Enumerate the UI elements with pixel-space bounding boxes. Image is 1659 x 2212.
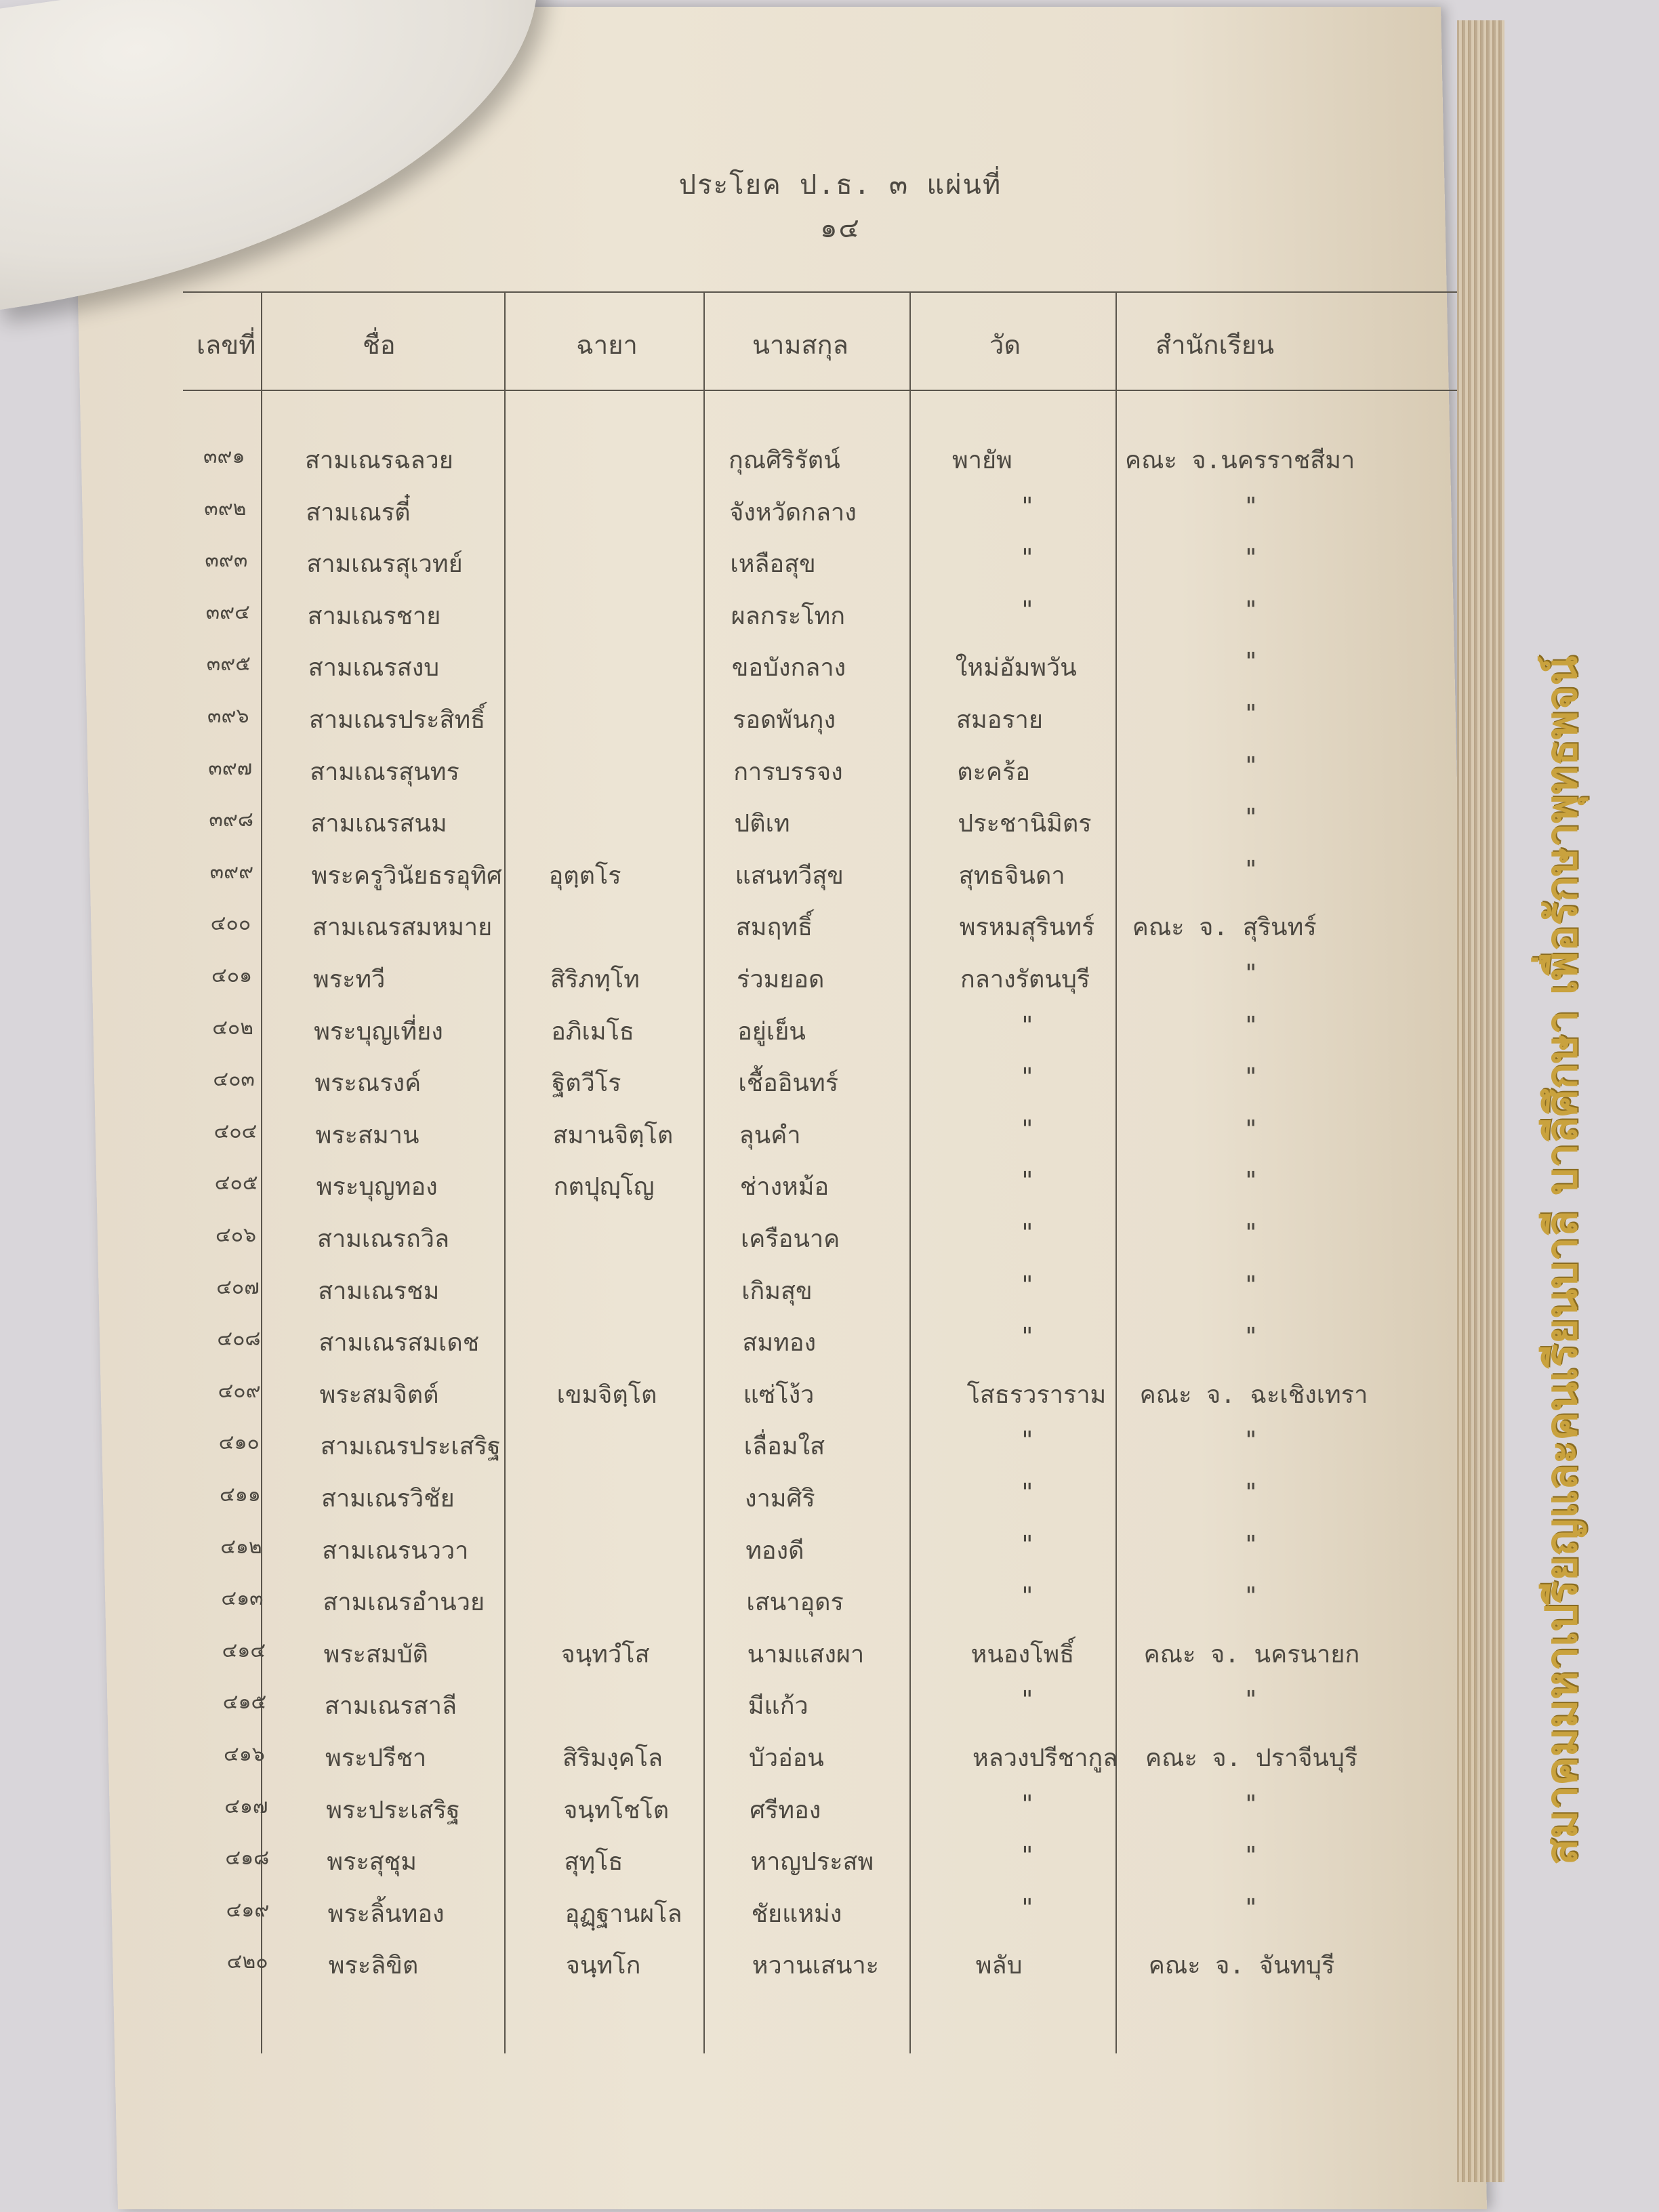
column-divider xyxy=(703,291,705,2053)
cell-number: ๔๑๑ xyxy=(220,1483,261,1507)
cell-name: พระลิ้นทอง xyxy=(327,1900,445,1928)
cell-school: " xyxy=(1244,1271,1258,1299)
cell-name: พระสมจิตต์ xyxy=(319,1380,439,1409)
cell-monastic-name: อุฏฺฐานผโล xyxy=(565,1900,682,1928)
cell-number: ๔๑๓ xyxy=(221,1586,264,1611)
cell-school: คณะ จ.นครราชสีมา xyxy=(1125,447,1355,474)
cell-school: " xyxy=(1244,700,1258,728)
cell-temple: " xyxy=(1020,1271,1035,1299)
table-header-rule xyxy=(183,390,1457,391)
cell-monastic-name: กตปุญฺโญ xyxy=(553,1173,655,1202)
cell-surname: งามศิริ xyxy=(745,1485,815,1513)
cell-surname: การบรรจง xyxy=(733,758,843,786)
cell-surname: ชัยแหม่ง xyxy=(751,1900,842,1928)
cell-monastic-name: สิริมงฺคโล xyxy=(562,1744,663,1772)
cell-number: ๓๙๔ xyxy=(205,600,250,624)
cell-name: พระสุชุม xyxy=(327,1848,417,1877)
column-divider xyxy=(909,291,911,2053)
cell-temple: หนองโพธิ์ xyxy=(970,1640,1075,1668)
cell-monastic-name: สมานจิตฺโต xyxy=(552,1121,674,1149)
cell-temple: " xyxy=(1020,1842,1035,1870)
cell-monastic-name: จนฺทวํโส xyxy=(560,1640,650,1668)
cell-temple: " xyxy=(1020,1323,1035,1351)
column-header-number: เลขที่ xyxy=(197,330,256,360)
cell-number: ๔๑๗ xyxy=(224,1794,268,1818)
cell-number: ๔๐๒ xyxy=(212,1015,253,1040)
cell-name: สามเณรสนม xyxy=(310,810,447,838)
cell-school: " xyxy=(1244,492,1258,520)
cell-monastic-name: อภิเมโธ xyxy=(551,1017,634,1046)
cell-number: ๔๑๘ xyxy=(225,1846,270,1870)
cell-name: พระปรีชา xyxy=(325,1744,427,1772)
cell-school: คณะ จ. ฉะเชิงเทรา xyxy=(1139,1380,1368,1409)
cell-number: ๔๒๐ xyxy=(226,1950,268,1974)
cell-number: ๔๐๔ xyxy=(213,1119,258,1143)
cell-number: ๔๐๓ xyxy=(213,1067,255,1092)
cell-number: ๔๐๗ xyxy=(216,1275,260,1299)
cell-temple: ประชานิมิตร xyxy=(958,810,1092,838)
cell-temple: " xyxy=(1020,1582,1035,1611)
cell-temple: " xyxy=(1020,1115,1035,1143)
cell-temple: " xyxy=(1020,1790,1035,1818)
cell-name: สามเณรวิชัย xyxy=(321,1485,455,1513)
cell-surname: ช่างหม้อ xyxy=(739,1173,830,1202)
cell-temple: " xyxy=(1020,1530,1035,1559)
cell-temple: กลางรัตนบุรี xyxy=(960,966,1090,994)
cell-surname: เกิมสุข xyxy=(741,1277,813,1305)
cell-temple: " xyxy=(1020,492,1035,520)
cell-surname: หวานเสนาะ xyxy=(752,1952,880,1980)
cell-name: สามเณรประสิทธิ์ xyxy=(309,706,486,734)
cell-name: พระณรงค์ xyxy=(314,1069,422,1098)
cell-name: สามเณรประเสริฐ xyxy=(320,1433,501,1461)
cell-school: " xyxy=(1244,1063,1258,1092)
page-stack-edge xyxy=(1457,20,1504,2182)
cell-number: ๔๑๕ xyxy=(222,1690,267,1715)
cell-school: คณะ จ. จันทบุรี xyxy=(1148,1952,1335,1980)
cell-school: คณะ จ. นครนายก xyxy=(1143,1640,1360,1668)
cell-number: ๔๑๒ xyxy=(220,1534,262,1559)
cell-surname: บัวอ่อน xyxy=(749,1744,824,1772)
cell-name: สามเณรสมหมาย xyxy=(312,914,493,942)
cell-temple: " xyxy=(1020,1427,1035,1455)
cell-school: " xyxy=(1244,1427,1258,1455)
cell-monastic-name: สุทฺโธ xyxy=(564,1848,623,1877)
cell-number: ๔๑๐ xyxy=(218,1431,260,1455)
cell-name: สามเณรสุเวทย์ xyxy=(306,550,463,579)
cell-surname: เลื่อมใส xyxy=(743,1433,825,1461)
cell-surname: ร่วมยอด xyxy=(737,966,825,994)
cell-temple: สมอราย xyxy=(956,706,1043,734)
column-divider xyxy=(504,291,506,2053)
cell-temple: ตะคร้อ xyxy=(957,758,1030,786)
cell-name: พระสมาน xyxy=(315,1121,419,1149)
cell-temple: " xyxy=(1020,1011,1035,1040)
cell-surname: แสนทวีสุข xyxy=(735,861,844,890)
cell-school: " xyxy=(1244,1115,1258,1143)
cell-surname: ศรีทอง xyxy=(750,1796,821,1824)
cell-temple: พายัพ xyxy=(952,447,1012,474)
cell-temple: " xyxy=(1020,1167,1035,1195)
cell-monastic-name: สิริภทฺโท xyxy=(550,966,640,994)
column-header-monastic-name: ฉายา xyxy=(576,330,638,360)
cell-school: " xyxy=(1244,1530,1258,1559)
cell-temple: " xyxy=(1020,1479,1035,1507)
cell-surname: จังหวัดกลาง xyxy=(729,498,857,527)
cell-school: " xyxy=(1244,648,1258,676)
cell-school: " xyxy=(1244,1011,1258,1040)
cell-school: " xyxy=(1244,1219,1258,1247)
cell-school: " xyxy=(1244,1167,1258,1195)
table-top-rule xyxy=(183,291,1457,293)
cell-number: ๔๐๕ xyxy=(214,1171,258,1195)
cell-surname: รอดพันกุง xyxy=(733,706,836,734)
cell-temple: " xyxy=(1020,596,1035,624)
cell-number: ๔๑๔ xyxy=(222,1638,266,1662)
cell-surname: เครือนาค xyxy=(741,1225,840,1253)
cell-school: " xyxy=(1244,804,1258,832)
cell-monastic-name: จนฺทโก xyxy=(565,1952,641,1980)
cell-number: ๔๐๖ xyxy=(216,1223,257,1247)
cell-name: พระบุญเที่ยง xyxy=(314,1017,443,1046)
cell-surname: ปติเท xyxy=(734,810,790,838)
watermark-text: สมาคมมหาเปรียญและคนเรียนบาลี บาลีศึกษา เพื่อรักษาพุทธพจน์ xyxy=(1537,655,1587,1866)
cell-number: ๔๑๖ xyxy=(224,1742,265,1766)
cell-name: สามเณรสมเดช xyxy=(319,1329,480,1357)
cell-name: สามเณรสงบ xyxy=(308,654,440,682)
cell-surname: ทองดี xyxy=(745,1536,804,1565)
cell-name: สามเณรฉลวย xyxy=(305,447,453,474)
cell-number: ๓๙๗ xyxy=(208,756,253,780)
page-title: ประโยค ป.ธ. ๓ แผ่นที่ ๑๔ xyxy=(678,169,1002,244)
cell-number: ๔๐๐ xyxy=(210,912,251,936)
cell-surname: สมทอง xyxy=(742,1329,817,1357)
cell-school: คณะ จ. ปราจีนบุรี xyxy=(1145,1744,1358,1772)
cell-name: พระลิขิต xyxy=(328,1952,419,1980)
cell-surname: นามแสงผา xyxy=(747,1640,865,1668)
column-divider xyxy=(261,291,262,2053)
cell-name: สามเณรสุนทร xyxy=(310,758,459,786)
cell-surname: ขอบังกลาง xyxy=(731,654,846,682)
cell-school: " xyxy=(1244,855,1258,884)
cell-surname: เชื้ออินทร์ xyxy=(738,1069,839,1098)
cell-surname: สมฤทธิ์ xyxy=(735,914,813,942)
cell-monastic-name: ฐิตวีโร xyxy=(552,1069,621,1098)
cell-school: " xyxy=(1244,1582,1258,1611)
cell-monastic-name: เขมจิตฺโต xyxy=(556,1380,657,1409)
cell-name: พระครูวินัยธรอุทิศ xyxy=(311,861,502,890)
cell-surname: แซ่โง้ว xyxy=(743,1380,815,1409)
column-header-temple: วัด xyxy=(989,330,1021,360)
cell-school: " xyxy=(1244,1686,1258,1715)
cell-surname: เหลือสุข xyxy=(730,550,816,579)
cell-surname: มีแก้ว xyxy=(747,1692,808,1721)
cell-surname: เสนาอุดร xyxy=(746,1589,844,1617)
cell-name: พระบุญทอง xyxy=(316,1173,438,1202)
cell-number: ๓๙๙ xyxy=(209,859,254,884)
cell-monastic-name: จนฺทโชโต xyxy=(563,1796,670,1824)
cell-temple: สุทธจินดา xyxy=(958,861,1065,890)
cell-school: คณะ จ. สุรินทร์ xyxy=(1132,914,1317,942)
cell-school: " xyxy=(1244,1893,1258,1922)
cell-name: พระสมบัติ xyxy=(323,1640,428,1668)
cell-name: สามเณรนววา xyxy=(322,1536,469,1565)
cell-temple: " xyxy=(1020,1063,1035,1092)
cell-monastic-name: อุตฺตโร xyxy=(548,861,621,890)
column-header-name: ชื่อ xyxy=(363,330,396,360)
cell-surname: หาญประสพ xyxy=(750,1848,874,1877)
column-header-school: สำนักเรียน xyxy=(1155,330,1275,360)
cell-temple: " xyxy=(1020,544,1035,573)
cell-temple: " xyxy=(1020,1219,1035,1247)
cell-number: ๓๙๖ xyxy=(207,704,249,728)
cell-surname: กุณศิริรัตน์ xyxy=(729,447,840,474)
cell-number: ๔๐๑ xyxy=(211,964,253,987)
cell-school: " xyxy=(1244,1323,1258,1351)
cell-temple: " xyxy=(1020,1893,1035,1922)
column-header-surname: นามสกุล xyxy=(752,330,848,360)
cell-name: สามเณรชม xyxy=(318,1277,440,1305)
cell-number: ๔๐๘ xyxy=(217,1327,261,1351)
column-divider xyxy=(1115,291,1117,2053)
cell-name: พระทวี xyxy=(313,966,386,994)
cell-temple: โสธรวราราม xyxy=(966,1380,1107,1409)
cell-school: " xyxy=(1244,1790,1258,1818)
cell-surname: ลุนคำ xyxy=(739,1121,801,1149)
cell-name: สามเณรอำนวย xyxy=(323,1589,485,1617)
cell-number: ๓๙๘ xyxy=(209,808,254,832)
cell-number: ๓๙๒ xyxy=(204,496,247,520)
cell-school: " xyxy=(1244,752,1258,780)
cell-school: " xyxy=(1244,544,1258,573)
cell-temple: " xyxy=(1020,1686,1035,1715)
cell-school: " xyxy=(1244,1479,1258,1507)
cell-number: ๔๑๙ xyxy=(226,1898,270,1922)
cell-school: " xyxy=(1244,960,1258,987)
cell-temple: พลับ xyxy=(975,1952,1023,1980)
cell-school: " xyxy=(1244,596,1258,624)
cell-surname: อยู่เย็น xyxy=(737,1017,806,1046)
cell-number: ๓๙๑ xyxy=(203,445,245,468)
cell-name: สามเณรตี๋ xyxy=(306,498,411,527)
cell-temple: ใหม่อัมพวัน xyxy=(955,654,1077,682)
cell-number: ๔๐๙ xyxy=(218,1378,261,1403)
cell-school: " xyxy=(1244,1842,1258,1870)
cell-surname: ผลกระโทก xyxy=(731,602,846,630)
cell-number: ๓๙๕ xyxy=(206,652,251,676)
cell-name: พระประเสริฐ xyxy=(326,1796,460,1824)
cell-name: สามเณรชาย xyxy=(307,602,441,630)
cell-temple: พรหมสุรินทร์ xyxy=(959,914,1095,942)
cell-name: สามเณรสาลี xyxy=(324,1692,457,1721)
cell-number: ๓๙๓ xyxy=(205,548,248,573)
cell-name: สามเณรถวิล xyxy=(317,1225,450,1253)
cell-temple: หลวงปรีชากูล xyxy=(972,1744,1118,1772)
